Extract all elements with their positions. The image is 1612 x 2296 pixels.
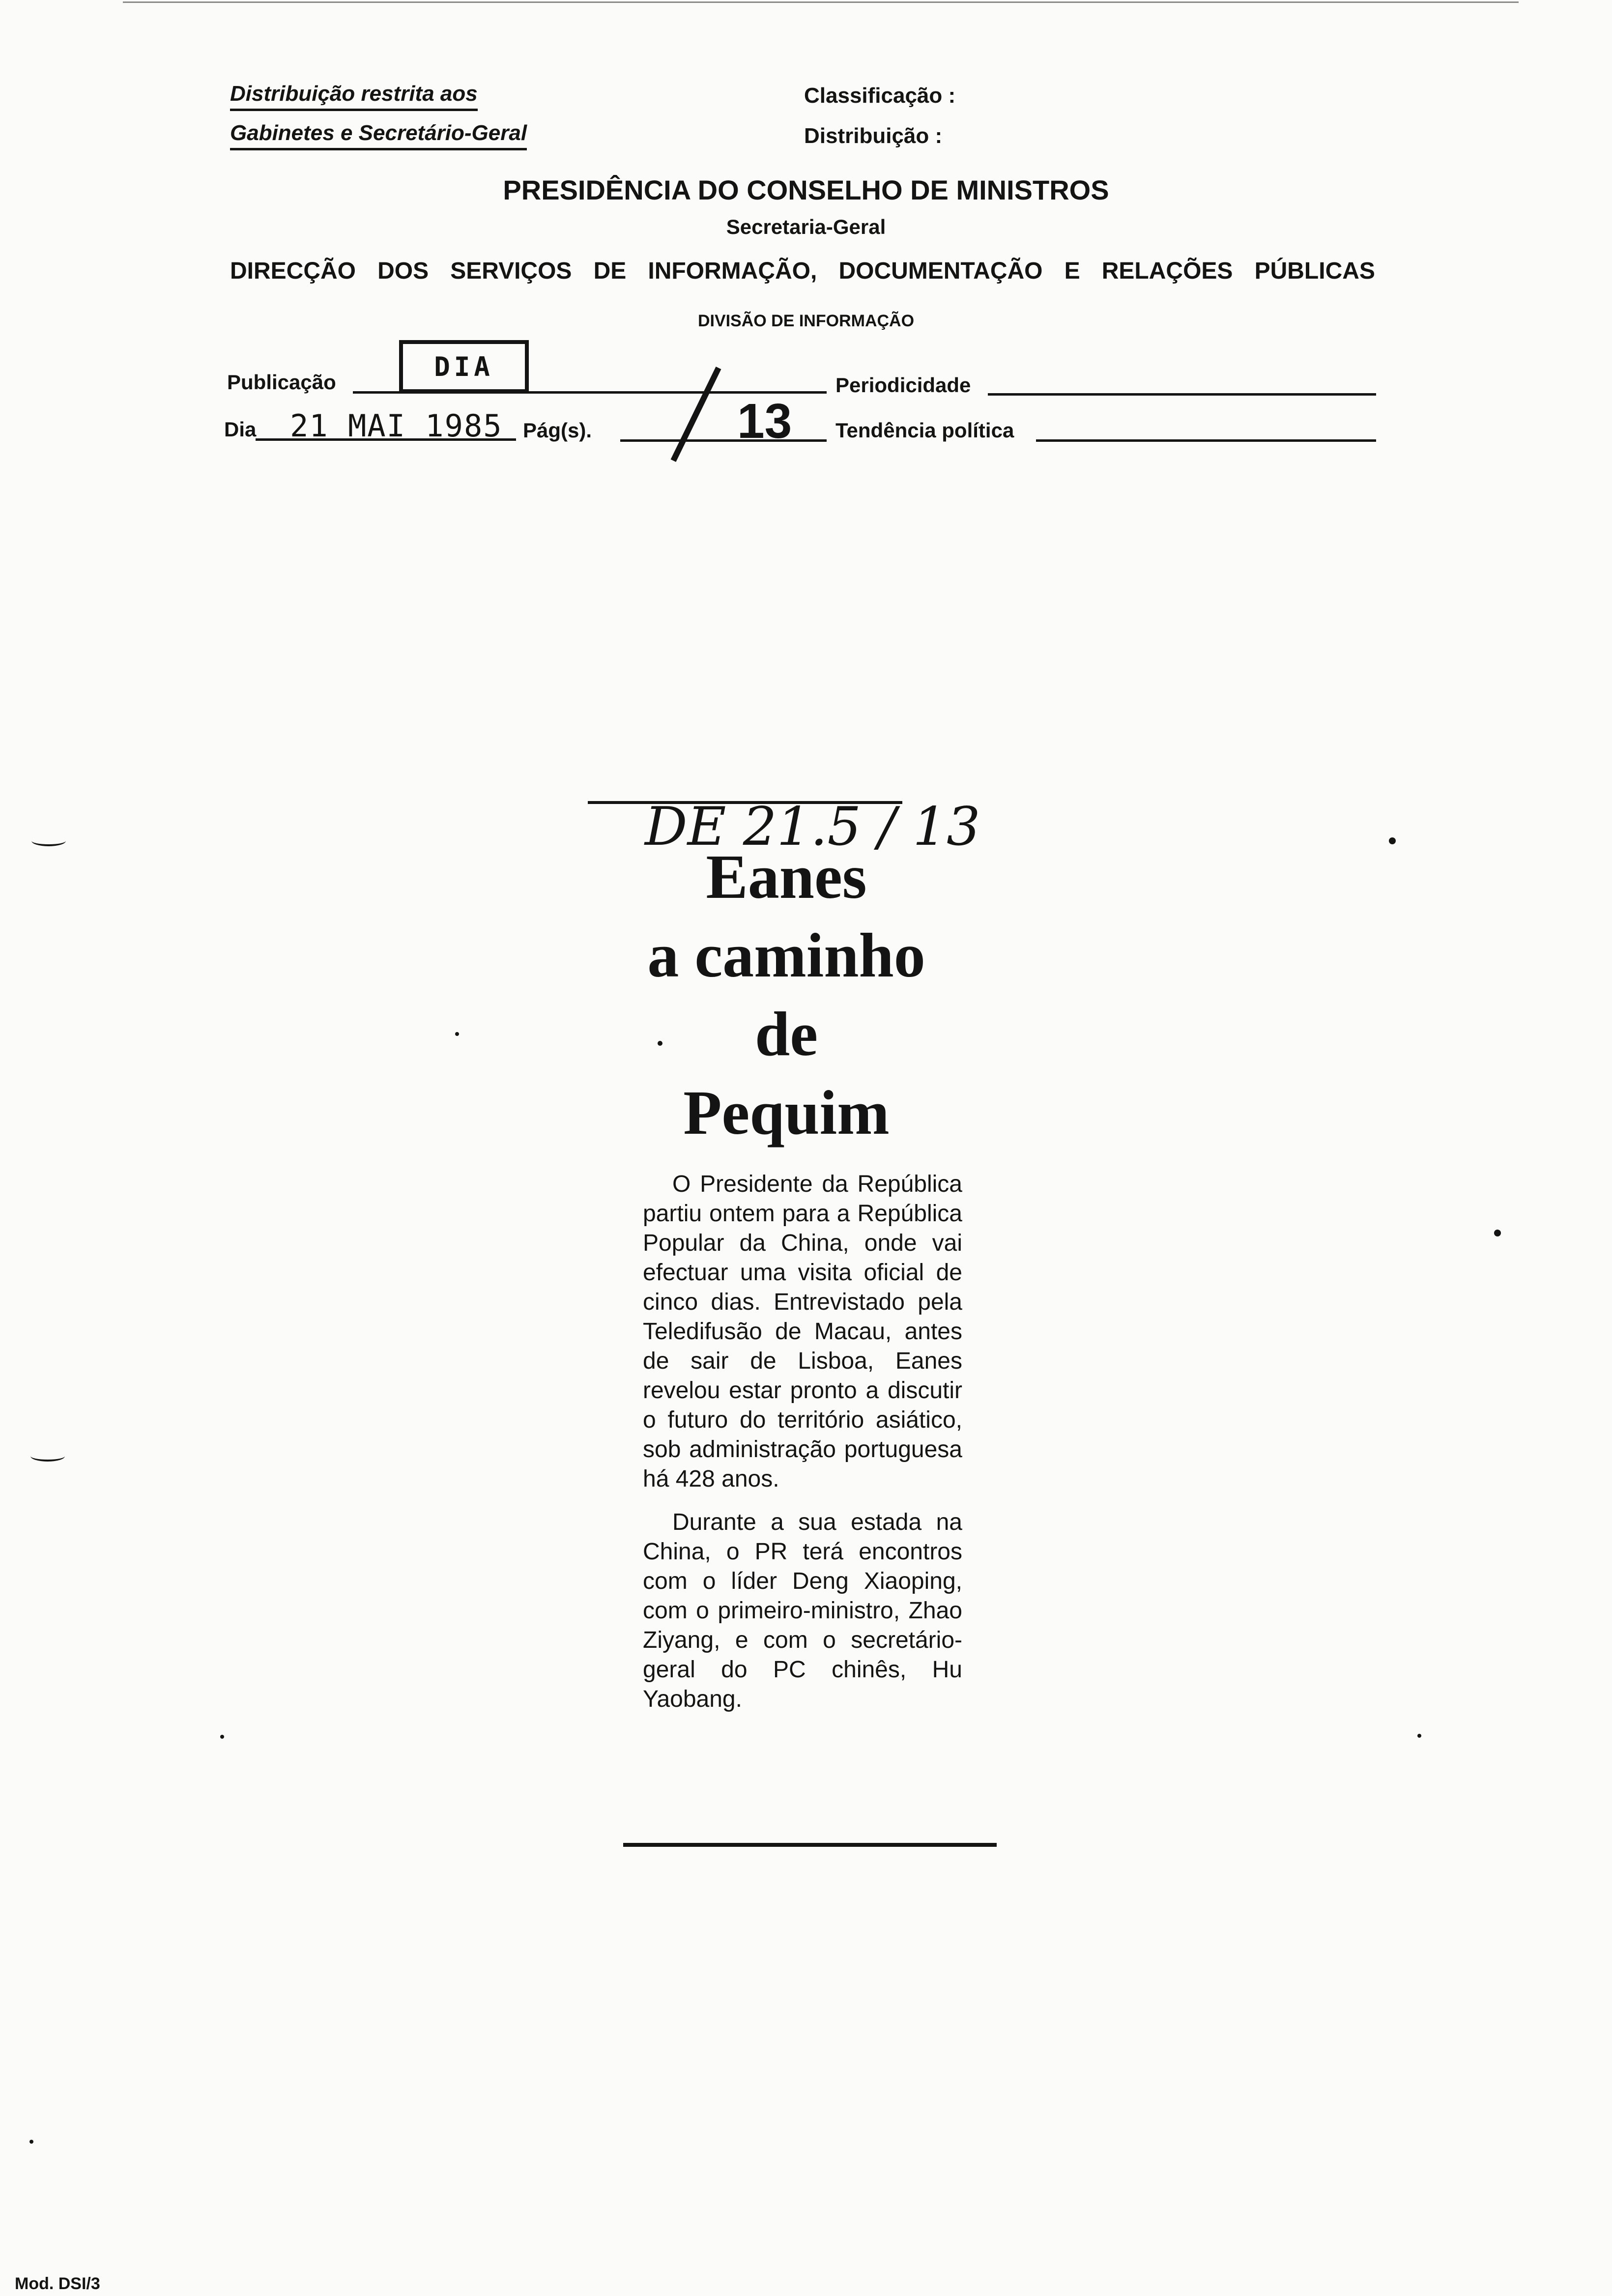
handwritten-reference: DE 21.5 / 13	[645, 796, 980, 858]
scan-speck	[658, 1041, 662, 1046]
direccao-title	[230, 258, 1375, 285]
distribution-line-1: Distribuição restrita aos	[230, 82, 478, 106]
direccao-word: SERVIÇOS	[450, 258, 572, 284]
punch-hole-mark	[31, 835, 66, 846]
headline-line-3: de	[755, 999, 818, 1069]
direccao-word: DOS	[377, 258, 429, 284]
publicacao-label: Publicação	[227, 371, 336, 394]
headline-line-2: a caminho	[647, 920, 925, 990]
direccao-word: E	[1064, 258, 1080, 284]
article-paragraph-2: Durante a sua estada na China, o PR terá encontros com o líder Deng Xiaoping, com o primeiro-ministro, Zhao Ziyang, e com o secretário-geral do PC chinês, Hu Yaobang.	[643, 1509, 962, 1712]
direccao-word: RELAÇÕES	[1101, 258, 1233, 284]
presidencia-title: PRESIDÊNCIA DO CONSELHO DE MINISTROS	[503, 174, 1109, 205]
scan-speck	[1494, 1230, 1501, 1236]
periodicidade-line	[988, 393, 1376, 396]
tendencia-label: Tendência política	[835, 419, 1014, 442]
classificacao-label: Classificação :	[804, 84, 956, 108]
direccao-word: DIRECÇÃO	[230, 258, 356, 284]
periodicidade-label: Periodicidade	[835, 373, 971, 397]
direccao-word: DE	[593, 258, 627, 284]
direccao-word: INFORMAÇÃO,	[648, 258, 817, 284]
scan-speck	[455, 1032, 459, 1036]
scan-speck	[29, 2140, 33, 2144]
scan-speck	[1417, 1734, 1421, 1738]
pags-value: 13	[737, 394, 792, 449]
pags-label: Pág(s).	[523, 419, 592, 442]
scan-speck	[220, 1735, 224, 1739]
top-edge-line	[123, 1, 1519, 3]
headline-line-4: Pequim	[683, 1078, 890, 1148]
headline-line-1: Eanes	[706, 842, 867, 912]
article-paragraph-1: O Presidente da República partiu ontem para a República Popular da China, onde vai efectuar uma visita oficial de cinco dias. Entrevistado pela Teledifusão de Macau, antes de sair de Lisboa, Eanes revelou estar pronto a discutir o futuro do território asiático, sob administração portuguesa há 428 anos.	[643, 1171, 962, 1492]
scan-speck	[1389, 837, 1396, 844]
form-code: Mod. DSI/3	[15, 2274, 100, 2293]
clipping-bottom-rule	[623, 1843, 997, 1847]
pags-line	[620, 439, 827, 442]
secretaria-subtitle: Secretaria-Geral	[726, 215, 886, 238]
dia-stamp: 21 MAI 1985	[290, 408, 503, 444]
dia-label: Dia	[224, 418, 257, 441]
divisao-subtitle: DIVISÃO DE INFORMAÇÃO	[697, 312, 915, 330]
publicacao-stamp: DIA	[399, 340, 529, 393]
direccao-word: PÚBLICAS	[1254, 258, 1375, 284]
distribution-line-2: Gabinetes e Secretário-Geral	[230, 121, 527, 145]
article-body	[643, 1170, 962, 1714]
punch-hole-mark	[30, 1451, 65, 1462]
tendencia-line	[1036, 439, 1376, 442]
pags-handwritten-slash	[671, 367, 721, 462]
direccao-word: DOCUMENTAÇÃO	[838, 258, 1043, 284]
distribuicao-label: Distribuição :	[804, 124, 943, 148]
